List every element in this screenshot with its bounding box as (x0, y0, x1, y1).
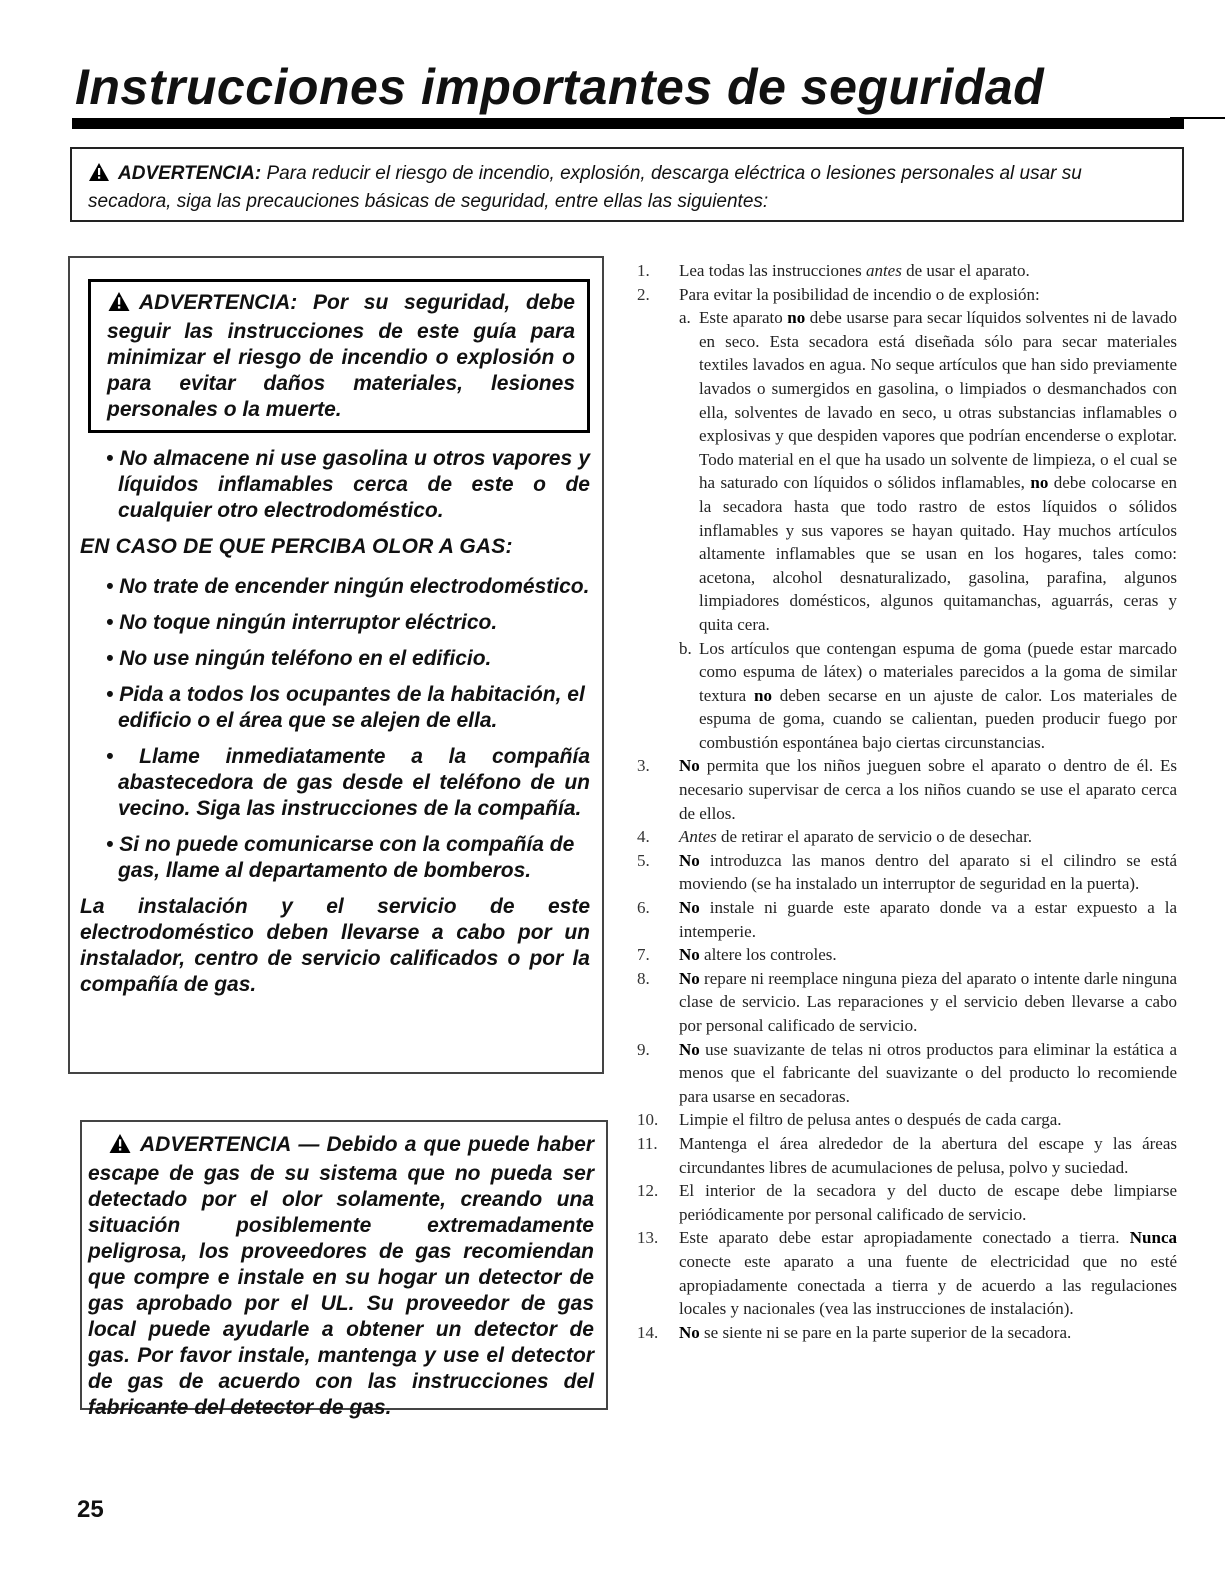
inner-warning-label: ADVERTENCIA: (139, 291, 298, 314)
list-item: 10. Limpie el filtro de pelusa antes o después de cada carga. (637, 1110, 1062, 1130)
list-item: 2. Para evitar la posibilidad de incendio o de explosión: a. Este aparato no debe usarse para secar líquidos solventes ni de lavado en seco. Esta secadora está diseñada sólo para secar materiales textiles lavados en agua. No seque artículos que han sido previamente lavados o sumergidos en gasolina, o limpiados o desmanchados con ella, solventes de lavado en seco, u otras substancias inflamables o explosivas y que despiden vapores que podrían encenderse o explotar. Todo material en el que ha usado un solvente de limpieza, o el cual se ha saturado con líquidos o sólidos inflamables, no debe colocarse en la secadora hasta que todo rastro de estos líquidos o sólidos inflamables y sus vapores se hayan quitado. Hay muchos artículos altamente inflamables que se usan en los hogares, tales como: acetona, alcohol desnaturalizado, gasolina, parafina, algunos limpiadores domésticos, algunos quitamanchas, aguarrás, ceras y quita cera. b. Los artículos que contengan espuma de goma (puede estar marcado como espuma de látex) o materiales parecidos a la goma de similar textura no deben secarse en un ajuste de calor. Los materiales de espuma de goma, cuando se calientan, pueden producir fuego por combustión espontánea bajo ciertas circunstancias. (637, 283, 1177, 755)
list-item: 12. El interior de la secadora y del ducto de escape debe limpiarse periódicamente por personal calificado de servicio. (637, 1181, 1177, 1224)
warning-triangle-icon (88, 162, 110, 189)
inner-warning-box (88, 279, 590, 433)
list-item: 4. Antes de retirar el aparato de servicio o de desechar. (637, 827, 1033, 847)
sub-item: b. Los artículos que contengan espuma de goma (puede estar marcado como espuma de látex) o materiales parecidos a la goma de similar textura no deben secarse en un ajuste de calor. Los materiales de espuma de goma, cuando se calientan, pueden producir fuego por combustión espontánea bajo ciertas circunstancias. (679, 638, 1178, 752)
installation-note: La instalación y el servicio de este electrodoméstico deben llevarse a cabo por un instalador, centro de servicio calificados o por la compañía de gas. (80, 895, 590, 996)
list-item: 9. No use suavizante de telas ni otros productos para eliminar la estática a menos que el fabricante del suavizante o del producto lo recomiende para usarse en secadoras. (637, 1039, 1177, 1106)
list-item: 6. No instale ni guarde este aparato donde va a estar expuesto a la intemperie. (637, 898, 1177, 941)
list-item: 7. No altere los controles. (637, 945, 837, 965)
instructions-list (637, 259, 1177, 1344)
list-item: 14. No se siente ni se pare en la parte superior de la secadora. (637, 1322, 1072, 1342)
list-item: • Llame inmediatamente a la compañía abastecedora de gas desde el teléfono de un vecino. Siga las instrucciones de la compañía. (106, 745, 590, 820)
warning-triangle-icon (107, 291, 131, 319)
top-warning-text: Para reducir el riesgo de incendio, explosión, descarga eléctrica o lesiones personales al usar su secadora, siga las precauciones básicas de seguridad, entre ellas las siguientes: (88, 163, 1082, 212)
inner-warning-text: Por su seguridad, debe seguir las instrucciones de este guía para minimizar el riesgo de incendio o explosión o para evitar daños materiales, lesiones personales o la muerte. (107, 291, 575, 421)
title-rule-tail (1170, 117, 1225, 119)
list-item: • No toque ningún interruptor eléctrico. (106, 611, 498, 634)
list-item: 5. No introduzca las manos dentro del aparato si el cilindro se está moviendo (se ha instalado un interruptor de seguridad en la puerta). (637, 850, 1178, 894)
list-item: 11. Mantenga el área alrededor de la abertura del escape y las áreas circundantes libres de acumulaciones de pelusa, polvo y suciedad. (637, 1133, 1177, 1177)
list-item: • No almacene ni use gasolina u otros vapores y líquidos inflamables cerca de este o de cualquier otro electrodoméstico. (106, 447, 590, 522)
list-item: 8. No repare ni reemplace ninguna pieza del aparato o intente darle ninguna clase de servicio. Las reparaciones y el servicio deben llevarse a cabo por personal calificado de servicio. (637, 968, 1178, 1035)
title-rule (72, 118, 1184, 129)
page-title: Instrucciones importantes de seguridad (75, 59, 1045, 115)
gas-safety-list (80, 446, 590, 998)
gas-detector-warning-box (80, 1120, 608, 1419)
warning-triangle-icon (108, 1133, 132, 1161)
bottom-warning-label: ADVERTENCIA (140, 1133, 292, 1156)
list-item: • No use ningún teléfono en el edificio. (106, 647, 492, 670)
top-warning-label: ADVERTENCIA: (118, 163, 262, 184)
bottom-warning-text: — Debido a que puede haber escape de gas de su sistema que no pueda ser detectado por el olor solamente, creando una situación posiblemente extremadamente peligrosa, los proveedores de gas recomiendan que compre e instale en su hogar un detector de gas aprobado por el UL. Su proveedor de gas local puede ayudarle a obtener un detector de gas. Por favor instale, mantenga y use el detector de gas de acuerdo con las instrucciones del fabricante del detector de gas. (88, 1133, 594, 1419)
top-warning-box (70, 147, 1184, 222)
page-number: 25 (77, 1496, 104, 1523)
gas-heading: EN CASO DE QUE PERCIBA OLOR A GAS: (80, 535, 513, 558)
list-item: 1. Lea todas las instrucciones antes de usar el aparato. (637, 261, 1030, 280)
sub-item: a. Este aparato no debe usarse para secar líquidos solventes ni de lavado en seco. Esta secadora está diseñada sólo para secar materiales textiles lavados en agua. No seque artículos que han sido previamente lavados o sumergidos en gasolina, o limpiados o desmanchados con ella, solventes de lavado en seco, u otras substancias inflamables o explosivas y que despiden vapores que podrían encenderse o explotar. Todo material en el que ha usado un solvente de limpieza, o el cual se ha saturado con líquidos o sólidos inflamables, no debe colocarse en la secadora hasta que todo rastro de estos líquidos o sólidos inflamables y sus vapores se hayan quitado. Hay muchos artículos altamente inflamables que se usan en los hogares, tales como: acetona, alcohol desnaturalizado, gasolina, parafina, algunos limpiadores domésticos, algunos quitamanchas, aguarrás, ceras y quita cera. (679, 308, 1178, 634)
list-item: • Si no puede comunicarse con la compañía de gas, llame al departamento de bomberos. (106, 833, 575, 882)
list-item: 13. Este aparato debe estar apropiadamente conectado a tierra. Nunca conecte este aparato a una fuente de electricidad que no esté apropiadamente conectada a tierra y de acuerdo a las regulaciones locales y nacionales (vea las instrucciones de instalación). (637, 1228, 1178, 1319)
list-item: • No trate de encender ningún electrodoméstico. (106, 575, 590, 598)
list-item: 3. No permita que los niños jueguen sobre el aparato o dentro de él. Es necesario supervisar de cerca a los niños cuando se use el aparato cerca de ellos. (637, 756, 1177, 823)
list-item: • Pida a todos los ocupantes de la habitación, el edificio o el área que se alejen de ella. (106, 683, 585, 732)
